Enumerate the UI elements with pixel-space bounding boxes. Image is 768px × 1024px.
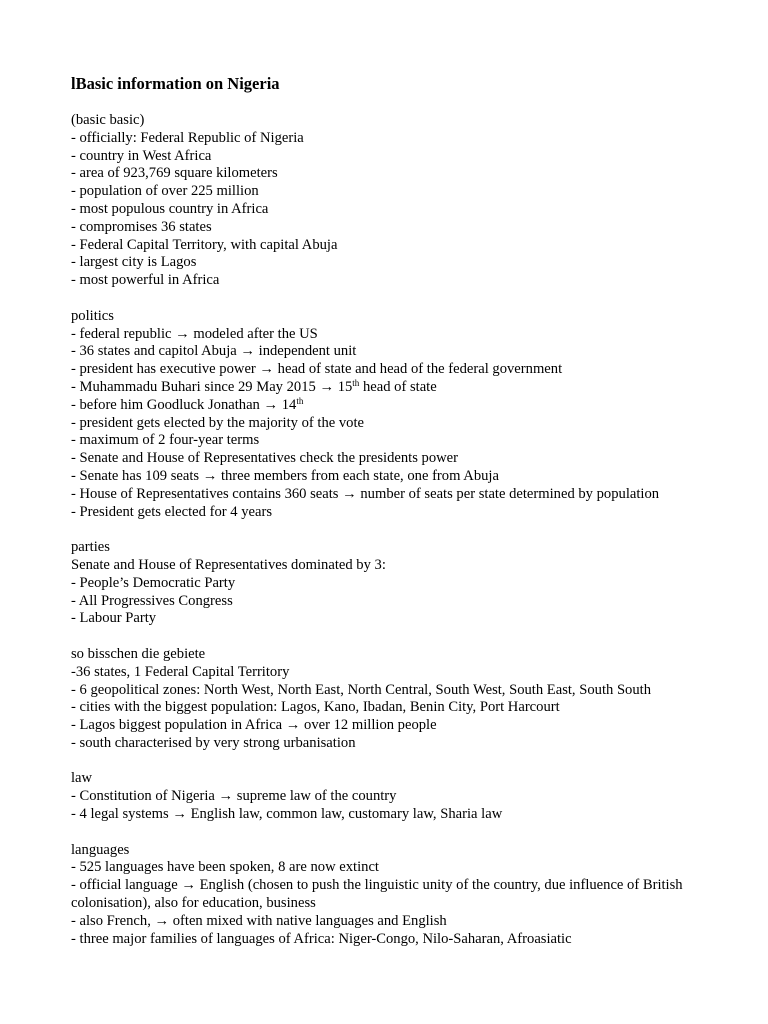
section-4	[71, 770, 721, 823]
bullet-line	[71, 397, 721, 415]
bullet-line: - 525 languages have been spoken, 8 are now extinct	[71, 859, 379, 876]
section-3	[71, 646, 721, 753]
bullet-line: Senate and House of Representatives dominated by 3:	[71, 556, 386, 573]
line-text: - official language → English (chosen to push the linguistic unity of the country, due influence of British colonisation), also for education, business	[71, 877, 683, 912]
bullet-line: - south characterised by very strong urbanisation	[71, 734, 356, 751]
section-heading: politics	[71, 307, 114, 324]
section-heading: languages	[71, 841, 130, 858]
bullet-line	[71, 877, 721, 913]
bullet-line: - Labour Party	[71, 610, 157, 627]
bullet-line: - country in West Africa	[71, 147, 212, 164]
bullet-line: - officially: Federal Republic of Nigeria	[71, 129, 304, 146]
ordinal-suffix: th	[352, 377, 360, 388]
section-heading: (basic basic)	[71, 112, 145, 128]
bullet-line: - most populous country in Africa	[71, 200, 269, 217]
section-heading: parties	[71, 539, 110, 556]
line-text-after: head of state	[359, 378, 437, 395]
bullet-line: - area of 923,769 square kilometers	[71, 165, 278, 182]
bullet-line: - maximum of 2 four-year terms	[71, 432, 260, 449]
bullet-line: - 36 states and capitol Abuja → independent unit	[71, 343, 357, 360]
bullet-line: - most powerful in Africa	[71, 272, 220, 289]
bullet-line: -36 states, 1 Federal Capital Territory	[71, 663, 290, 680]
document-body	[71, 112, 721, 948]
bullet-line: - president gets elected by the majority of the vote	[71, 414, 364, 431]
bullet-line: - House of Representatives contains 360 seats → number of seats per state determined by population	[71, 485, 660, 502]
bullet-line: - Federal Capital Territory, with capital Abuja	[71, 236, 338, 253]
bullet-line: - People’s Democratic Party	[71, 574, 236, 591]
line-text: - before him Goodluck Jonathan → 14	[71, 396, 297, 413]
bullet-line: - Senate has 109 seats → three members from each state, one from Abuja	[71, 467, 499, 484]
bullet-line: - also French, → often mixed with native languages and English	[71, 912, 447, 929]
section-1	[71, 308, 721, 522]
bullet-line: - population of over 225 million	[71, 183, 259, 200]
bullet-line: - federal republic → modeled after the US	[71, 325, 318, 342]
bullet-line: - cities with the biggest population: Lagos, Kano, Ibadan, Benin City, Port Harcourt	[71, 699, 560, 716]
ordinal-suffix: th	[296, 395, 304, 406]
bullet-line: - Lagos biggest population in Africa → over 12 million people	[71, 717, 437, 734]
section-heading: so bisschen die gebiete	[71, 645, 206, 662]
bullet-line: - three major families of languages of Africa: Niger-Congo, Nilo-Saharan, Afroasiatic	[71, 930, 572, 947]
bullet-line: - Constitution of Nigeria → supreme law of the country	[71, 788, 397, 805]
bullet-line: - largest city is Lagos	[71, 254, 197, 271]
bullet-line: - 4 legal systems → English law, common law, customary law, Sharia law	[71, 806, 503, 823]
section-5	[71, 842, 721, 949]
bullet-line: - compromises 36 states	[71, 218, 212, 235]
section-heading: law	[71, 770, 93, 787]
document-page	[71, 74, 721, 966]
bullet-line: - President gets elected for 4 years	[71, 503, 272, 520]
section-2	[71, 539, 721, 628]
bullet-line: - Senate and House of Representatives check the presidents power	[71, 450, 459, 467]
bullet-line: - president has executive power → head of state and head of the federal government	[71, 361, 563, 378]
document-title: lBasic information on Nigeria	[71, 74, 280, 93]
section-0	[71, 112, 721, 290]
bullet-line: - 6 geopolitical zones: North West, North East, North Central, South West, South East, South South	[71, 681, 652, 698]
line-text: - Muhammadu Buhari since 29 May 2015 → 15	[71, 378, 353, 395]
bullet-line: - All Progressives Congress	[71, 592, 233, 609]
bullet-line	[71, 379, 721, 397]
